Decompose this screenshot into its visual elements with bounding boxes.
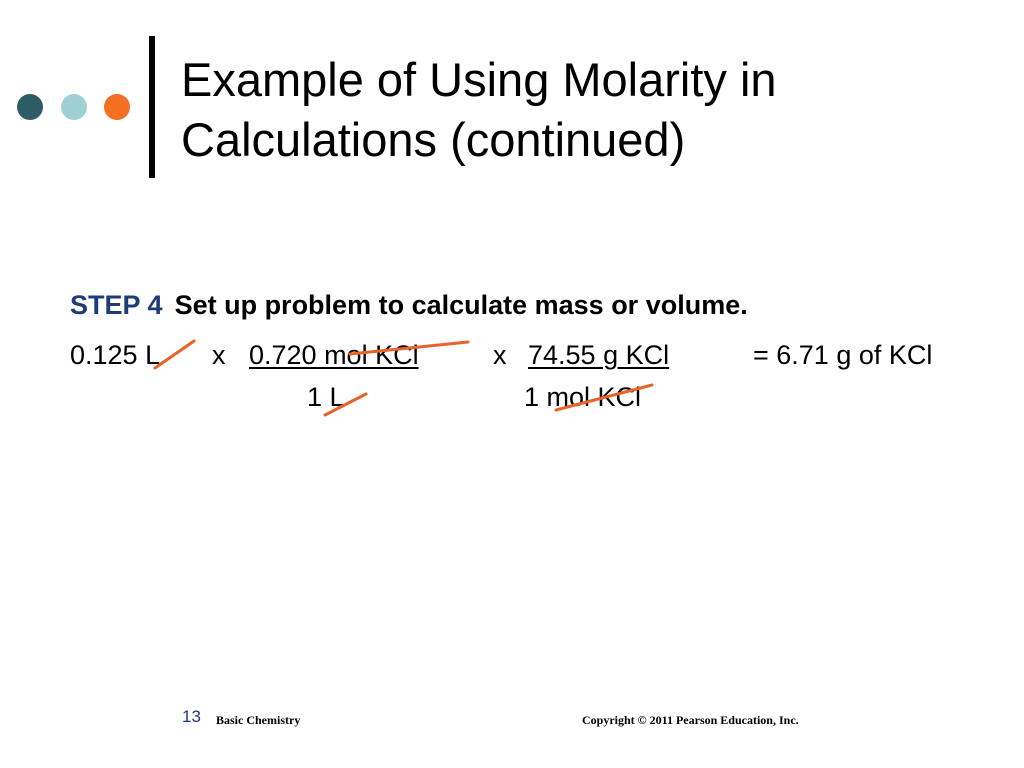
- times-sign-2: x: [493, 340, 507, 370]
- result: = 6.71 g of KCl: [753, 340, 933, 370]
- step-heading: [70, 290, 748, 321]
- title-line-1: Example of Using Molarity in: [181, 53, 777, 106]
- slide-title: [181, 50, 1001, 170]
- step-text: Set up problem to calculate mass or volume.: [174, 290, 748, 320]
- decor-dot-dark-teal: [17, 94, 43, 120]
- factor1-numerator: 0.720 mol KCl: [249, 340, 419, 370]
- title-line-2: Calculations (continued): [181, 113, 686, 166]
- cancel-mark-l-given: [155, 341, 194, 368]
- title-divider: [149, 36, 155, 178]
- step-label: STEP 4: [70, 290, 163, 320]
- factor2-denominator: 1 mol KCl: [524, 382, 642, 412]
- decor-dot-light-teal: [61, 94, 87, 120]
- factor1-denominator: 1 L: [307, 382, 345, 412]
- given-quantity: 0.125 L: [70, 340, 161, 370]
- footer-course: Basic Chemistry: [216, 713, 301, 727]
- factor2-numerator: 74.55 g KCl: [528, 340, 670, 370]
- decor-dot-orange: [104, 94, 130, 120]
- footer-copyright: Copyright © 2011 Pearson Education, Inc.: [582, 713, 799, 727]
- times-sign-1: x: [212, 340, 226, 370]
- slide-number: 13: [182, 707, 201, 726]
